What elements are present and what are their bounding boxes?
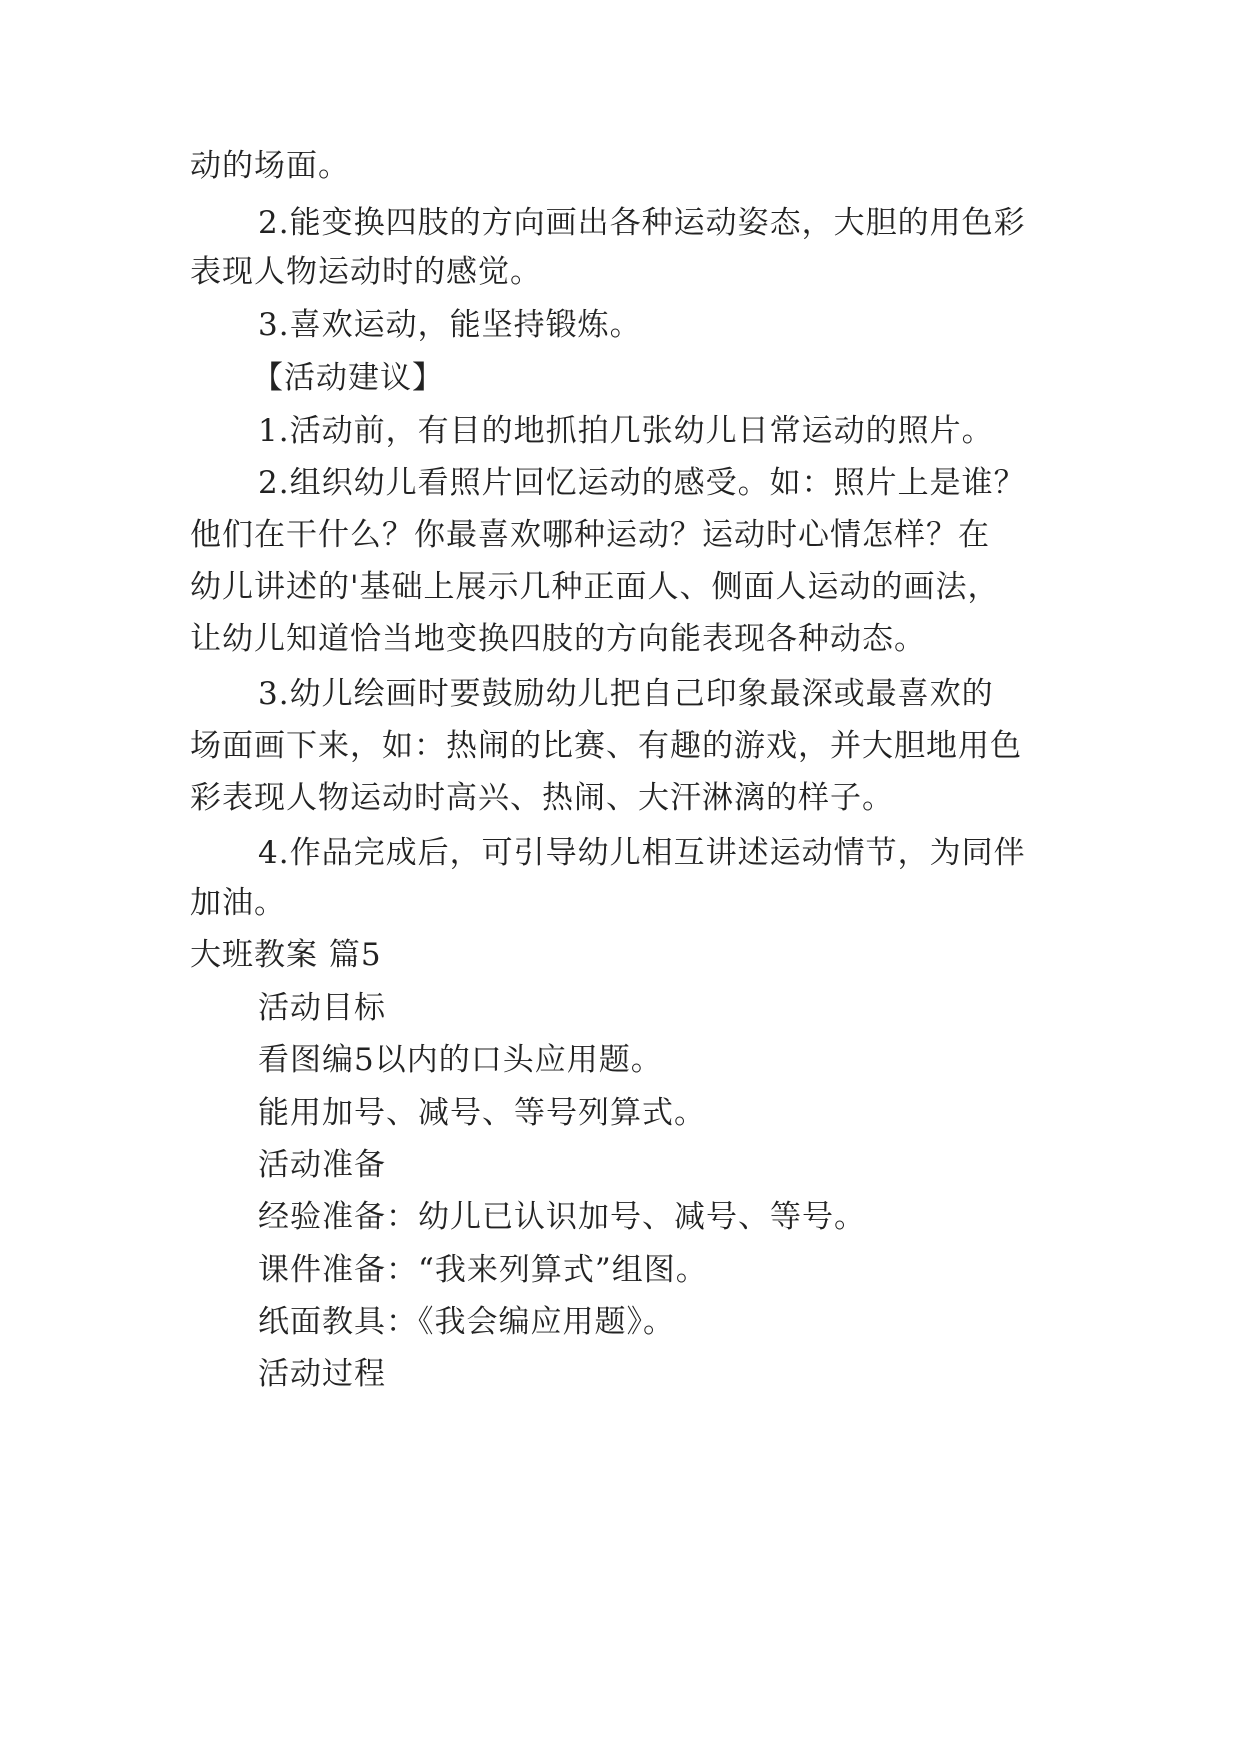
paragraph-line: 场面画下来，如：热闹的比赛、有趣的游戏，并大胆地用色 [190,728,1022,764]
paragraph-line: 3.幼儿绘画时要鼓励幼儿把自己印象最深或最喜欢的 [258,676,994,712]
section-title: 大班教案 篇5 [190,937,382,973]
paragraph-line: 1.活动前，有目的地抓拍几张幼儿日常运动的照片。 [258,413,994,449]
paragraph-line: 他们在干什么？你最喜欢哪种运动？运动时心情怎样？在 [190,517,990,553]
paragraph-line: 彩表现人物运动时高兴、热闹、大汗淋漓的样子。 [190,780,894,816]
section-heading: 【活动建议】 [252,360,444,396]
subheading: 活动过程 [258,1356,386,1392]
paragraph-line: 4.作品完成后，可引导幼儿相互讲述运动情节，为同伴 [258,835,1026,871]
paragraph-line: 幼儿讲述的'基础上展示几种正面人、侧面人运动的画法， [190,569,1000,605]
paragraph-line: 2.组织幼儿看照片回忆运动的感受。如：照片上是谁？ [258,465,1026,501]
paragraph-line: 课件准备：“我来列算式”组图。 [258,1252,708,1288]
subheading: 活动目标 [258,990,386,1026]
paragraph-line: 动的场面。 [190,148,350,184]
paragraph-line: 2.能变换四肢的方向画出各种运动姿态，大胆的用色彩 [258,205,1026,241]
paragraph-line: 表现人物运动时的感觉。 [190,254,542,290]
paragraph-line: 能用加号、减号、等号列算式。 [258,1095,706,1131]
paragraph-line: 3.喜欢运动，能坚持锻炼。 [258,307,642,343]
paragraph-line: 加油。 [190,885,286,921]
paragraph-line: 纸面教具：《我会编应用题》。 [258,1304,675,1340]
paragraph-line: 看图编5以内的口头应用题。 [258,1042,663,1078]
paragraph-line: 让幼儿知道恰当地变换四肢的方向能表现各种动态。 [190,621,926,657]
paragraph-line: 经验准备：幼儿已认识加号、减号、等号。 [258,1199,866,1235]
subheading: 活动准备 [258,1147,386,1183]
